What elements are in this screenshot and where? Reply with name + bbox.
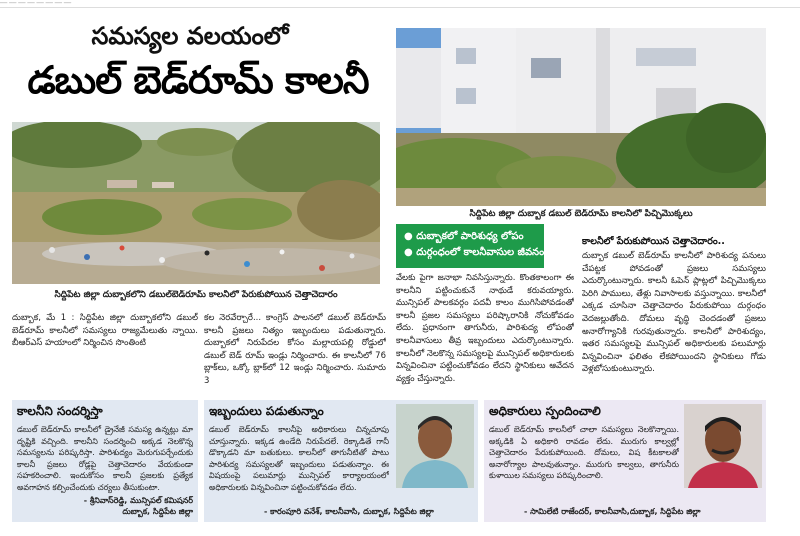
commissioner-quote-text: డబుల్ బెడ్‌రూమ్ కాలనీలో డ్రైనేజీ సమస్య ఉన్నట్లు మా దృష్టికి వచ్చింది. కాలనీని సందర్శించి అక్కడ నెలకొన్న సమస్యలను పరిష్కరిస్తా. పారిశుద్యం మెరుగుపర్చేందుకు కాలనీ ప్రజలు రోడ్లపై చెత్తాచెదారం వేయకుండా సహకరించాలి. ఇందుకోసం కాలనీ ప్రజలకు ప్రత్యేక అవగాహన కల్పించేందుకు చర్యలు తీసుకుంటా.: [17, 425, 193, 492]
garbage-field-photo: [12, 122, 380, 284]
right-photo-caption: సిద్దిపేట జిల్లా దుబ్బాక డబుల్ బెడ్‌రూమ్ కాలనీలో పిచ్చిమొక్కలు: [469, 209, 693, 219]
resident-quote-title-1: ఇబ్బందులు పడుతున్నాం: [209, 404, 324, 418]
resident-portrait-2: [684, 404, 762, 488]
person-portrait-icon: [684, 404, 762, 488]
resident-portrait-1: [396, 404, 474, 488]
commissioner-signature: - శ్రీనివాస్‌రెడ్డి, మున్సిపల్ కమిషనర్: [83, 496, 193, 505]
resident-quote-text-1: డబుల్ బెడ్‌రూమ్ కాలనీపై అధికారులు చిన్నచూపు చూస్తున్నారు. ఇక్కడ ఉండేది నిరుపేదలే. రెక్కాడితే గానీ డొక్కాడని మా బతుకులు. కాలనీలో తాగునీటితో పాటు పారిశుద్య సమస్యలతో ఇబ్బందులు పడుతున్నాం. ఈ విషయంపై పలుమార్లు మున్సిపల్ కార్యాలయంలో అధికారులకు విన్నవించినా పట్టించుకోవడం లేదు.: [209, 425, 389, 492]
highlight-item: ● దుర్గంధంలో కాలనీవాసుల జీవనం: [404, 247, 545, 258]
highlight-item: ● దుబ్బాకలో పారిశుధ్య లోపం: [404, 231, 524, 242]
article-col-1: దుబ్బాక, మే 1 : సిద్దిపేట జిల్లా దుబ్బాకలోని డబుల్ బెడ్‌రూమ్ కాలనీలో సమస్యలు రాజ్యమేలుతు న్నాయి. బీఆర్ఎస్ హయాంలో నిర్మించిన సొంతింటి: [12, 313, 198, 349]
kicker: సమస్యల వలయంలో: [91, 22, 289, 50]
commissioner-quote-title: కాలనీని సందర్శిస్తా: [17, 404, 103, 418]
garbage-field-illustration: [12, 122, 380, 284]
resident-quote-box-1: [204, 400, 478, 522]
article-col-4: దుబ్బాక డబుల్ బెడ్‌రూమ్ కాలనీలో పారిశుద్య పనులు చేపట్టక పోవడంతో ప్రజలు సమస్యలు ఎదుర్కొంటున్నారు. కాలనీ ఓపెన్ ప్లాట్లలో పిచ్చిమొక్కలు పెరిగి పాములు, తేళ్లు నివాసాలకు వస్తున్నాయి. కాలనీలో ఎక్కడ చూసినా చెత్తాచెదారం పేరుకుపోయి దుర్గంధం వెదజల్లుతోంది. దోమలు వృద్ధి చెందడంతో ప్రజలు అనారోగ్యానికి గురవుతున్నారు. కాలనీలో పారిశుద్యం, ఇతర సమస్యలపై మున్సిపల్ అధికారులకు పలుమార్లు విన్నవించినా ఫలితం లేకపోయిందని స్థానికులు గోడు వెళ్లబోసుకుంటున్నారు.: [582, 251, 766, 375]
resident-quote-title-2: అధికారులు స్పందించాలి: [489, 404, 601, 418]
article-col-2: కల నెరవేర్చారే... కాంగ్రెస్ పాలనలో డబుల్ బెడ్‌రూమ్ కాలనీ ప్రజలు నిత్యం ఇబ్బందులు పడుతున్నారు. దుబ్బాకలో నిరుపేదల కోసం మల్లాయపల్లి రోడ్డులో డబుల్ బెడ్ రూమ్ ఇండ్లు నిర్మించారు. ఈ కాలనీలో 76 బ్లాక్‌లు, ఒక్కో బ్లాక్‌లో 12 ఇండ్లు నిర్మించారు. సుమారు 3: [204, 313, 386, 386]
highlights-box: [396, 224, 544, 268]
left-photo-caption: సిద్దిపేట జిల్లా దుబ్బాకలోని డబుల్‌బెడ్‌రూమ్ కాలనీలో పేరుకుపోయిన చెత్తాచెదారం: [54, 290, 338, 300]
col4-subhead: కాలనీలో పేరుకుపోయిన చెత్తాచెదారం..: [582, 236, 725, 247]
resident-quote-box-2: [484, 400, 766, 522]
person-portrait-icon: [396, 404, 474, 488]
colony-buildings-illustration: [396, 28, 766, 206]
colony-buildings-photo: [396, 28, 766, 206]
resident-quote-text-2: డబుల్ బెడ్‌రూమ్ కాలనీలో చాలా సమస్యలు నెలకొన్నాయి. అక్కడికి ఏ అధికారి రావడం లేదు. మురుగు కాల్వల్లో చెత్తాచెదారం పేరుకుపోయింది. దోమలు, విష కీటకాలతో అనారోగ్యాల పాలవుతున్నాం. మురుగు కాల్వలు, తాగునీరు కుళాయిల సమస్యలు పరిష్కరించాలి.: [489, 425, 679, 480]
commissioner-location: దుబ్బాక, సిద్దిపేట జిల్లా: [122, 507, 193, 516]
article-col-3: వేలకు పైగా జనాభా నివసిస్తున్నారు. కొంతకాలంగా ఈ కాలనీని పట్టించుకునే నాథుడే కరువయ్యారు. మున్సిపల్ పాలకవర్గం పదవీ కాలం ముగిసిపోవడంతో కాలనీ ప్రజల సమస్యలు పరిష్కారానికి నోచుకోవడం లేదు. ప్రధానంగా తాగునీరు, పారిశుద్య లోపంతో కాలనీవాసులు తీవ్ర ఇబ్బందులు ఎదుర్కొంటున్నారు. కాలనీలో నెలకొన్న సమస్యలపై మున్సిపల్ అధికారులకు విన్నవించినా పట్టించుకోవడం లేదని స్థానికులు ఆవేదన వ్యక్తం చేస్తున్నారు.: [396, 273, 574, 384]
resident-signature-1: - కారంపూరి వనేశ్, కాలనీవాసి, దుబ్బాక, సిద్దిపేట జిల్లా: [264, 507, 434, 516]
commissioner-quote-box: [12, 400, 198, 522]
resident-signature-2: - సామిలేటి రాజేందర్, కాలనీవాసి,దుబ్బాక, సిద్దిపేట జిల్లా: [524, 507, 701, 516]
headline: డబుల్ బెడ్‌రూమ్ కాలనీ: [27, 58, 369, 102]
top-strip: ── ── ── ── ── ── ── ──: [0, 0, 800, 8]
